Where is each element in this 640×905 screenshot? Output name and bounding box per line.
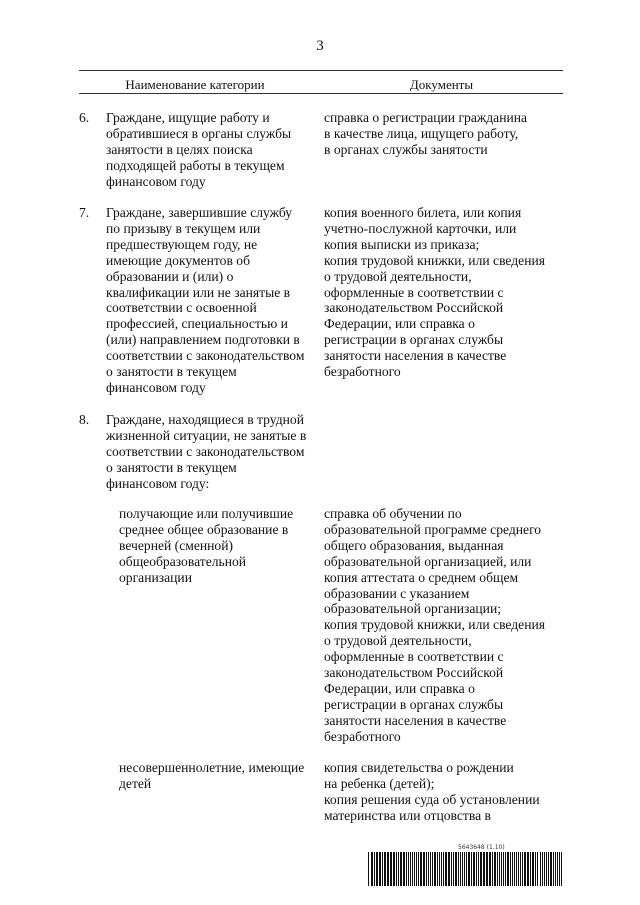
barcode-bar <box>544 852 545 886</box>
barcode-bar <box>408 852 409 886</box>
barcode-bar <box>520 852 521 886</box>
barcode-bar <box>390 852 392 886</box>
barcode-bar <box>410 852 411 886</box>
barcode-bar <box>483 852 485 886</box>
barcode-bar <box>371 852 373 886</box>
barcode-bar <box>514 852 515 886</box>
barcode-bar <box>557 852 558 886</box>
barcode-bar <box>486 852 488 886</box>
barcode-bar <box>400 852 402 886</box>
column-header-documents: Документы <box>409 77 474 92</box>
barcode-bar <box>414 852 415 886</box>
row-number: 7. <box>79 205 90 220</box>
barcode-bar <box>434 852 436 886</box>
row-documents: копия военного билета, или копия учетно-послужной карточки, или копия выписки из приказа; копия трудовой книжки, или сведения о трудовой деятельности, оформленные в соответствии с законодательством Российской Федерации, или справка о регистрации в органах службы занятости населения в качестве безработного <box>324 205 546 380</box>
barcode-bar <box>462 852 463 886</box>
barcode-bar <box>423 852 425 886</box>
barcode-bar <box>393 852 395 886</box>
barcode-bar <box>432 852 433 886</box>
row-category: Граждане, ищущие работу и обратившиеся в органы службы занятости в целях поиска подходящей работы в текущем финансовом году <box>106 110 292 189</box>
barcode-bar <box>505 852 506 886</box>
barcode-bar <box>489 852 491 886</box>
barcode-bar <box>376 852 378 886</box>
barcode-bar <box>403 852 405 886</box>
barcode-bar <box>553 852 554 886</box>
barcode-bar <box>550 852 552 886</box>
row-documents: справка о регистрации гражданина в качестве лица, ищущего работу, в органах службы занятости <box>324 110 528 157</box>
barcode-bar <box>492 852 493 886</box>
barcode-bar <box>418 852 419 886</box>
row-number: 8. <box>79 412 90 427</box>
barcode-bar <box>443 852 444 886</box>
subrow-category: получающие или получившие среднее общее образование в вечерней (сменной) общеобразовательной организации <box>119 506 294 585</box>
barcode-bar <box>503 852 504 886</box>
barcode-bar <box>546 852 547 886</box>
barcode-bar <box>420 852 422 886</box>
barcode-bar <box>537 852 538 886</box>
barcode-bar <box>530 852 531 886</box>
barcode-bar <box>379 852 381 886</box>
barcode-bar <box>382 852 383 886</box>
barcode-bar <box>430 852 431 886</box>
barcode-caption: 5643648 (1.10) <box>458 844 505 851</box>
barcode-bar <box>501 852 502 886</box>
barcode-bar <box>460 852 461 886</box>
barcode-bar <box>548 852 549 886</box>
barcode-bar <box>532 852 534 886</box>
barcode-bar <box>396 852 397 886</box>
barcode-bar <box>464 852 465 886</box>
barcode-bar <box>445 852 447 886</box>
barcode-bar <box>439 852 440 886</box>
barcode-bar <box>507 852 509 886</box>
barcode-bar <box>478 852 479 886</box>
barcode-bar <box>428 852 429 886</box>
barcode-bar <box>561 852 562 886</box>
barcode-bar <box>559 852 560 886</box>
barcode-bar <box>384 852 386 886</box>
barcode-bar <box>512 852 513 886</box>
barcode-bar <box>497 852 498 886</box>
barcode-bar <box>555 852 556 886</box>
barcode-bar <box>458 852 459 886</box>
subrow-documents: копия свидетельства о рождении на ребенка (детей); копия решения суда об установлении материнства или отцовства в <box>324 760 540 823</box>
barcode-bar <box>527 852 529 886</box>
barcode-bar <box>476 852 477 886</box>
row-category: Граждане, находящиеся в трудной жизненной ситуации, не занятые в соответствии с законодательством о занятости в текущем финансовом году: <box>106 412 307 491</box>
barcode-bar <box>494 852 496 886</box>
barcode-bar <box>426 852 427 886</box>
barcode-bar <box>540 852 541 886</box>
barcode-bar <box>535 852 536 886</box>
barcode-bar <box>441 852 442 886</box>
barcode-bar <box>455 852 457 886</box>
barcode-bar <box>412 852 413 886</box>
row-category: Граждане, завершившие службу по призыву в текущем или предшествующем году, не имеющие документов об образовании и (или) о квалификации или не занятые в соответствии с освоенной профессией, специальностью и (или) направлением подготовки в соответствии с законодательством о занятости в текущем финансовом году <box>106 205 305 395</box>
table-top-rule <box>79 70 563 71</box>
page-number: 3 <box>316 38 324 54</box>
barcode-bar <box>368 852 369 886</box>
barcode-bar <box>516 852 517 886</box>
barcode-bar <box>451 852 452 886</box>
subrow-category: несовершеннолетние, имеющие детей <box>119 760 305 791</box>
header-bottom-rule <box>79 93 563 94</box>
barcode-bar <box>374 852 375 886</box>
barcode-bar <box>542 852 543 886</box>
barcode-bar <box>387 852 389 886</box>
barcode-bar <box>480 852 482 886</box>
barcode-bar <box>398 852 399 886</box>
barcode-bar <box>437 852 438 886</box>
barcode-bar <box>522 852 523 886</box>
subrow-documents: справка об обучении по образовательной программе среднего общего образования, выданная образовательной организацией, или копия аттестата о среднем общем образовании с указанием образовательной организации; копия трудовой книжки, или сведения о трудовой деятельности, оформленные в соответствии с законодательством Российской Федерации, или справка о регистрации в органах службы занятости населения в качестве безработного <box>324 506 546 744</box>
barcode-bar <box>473 852 475 886</box>
barcode-bar <box>466 852 467 886</box>
barcode-bar <box>453 852 454 886</box>
barcode-bar <box>416 852 417 886</box>
barcode-bar <box>448 852 450 886</box>
barcode-bar <box>524 852 526 886</box>
column-header-category: Наименование категории <box>125 77 265 92</box>
barcode-bar <box>468 852 470 886</box>
barcode-bar <box>518 852 519 886</box>
barcode-bar <box>406 852 407 886</box>
barcode-bar <box>499 852 500 886</box>
barcode-bar <box>471 852 472 886</box>
barcode <box>368 852 562 886</box>
row-number: 6. <box>79 110 90 125</box>
barcode-bar <box>510 852 511 886</box>
